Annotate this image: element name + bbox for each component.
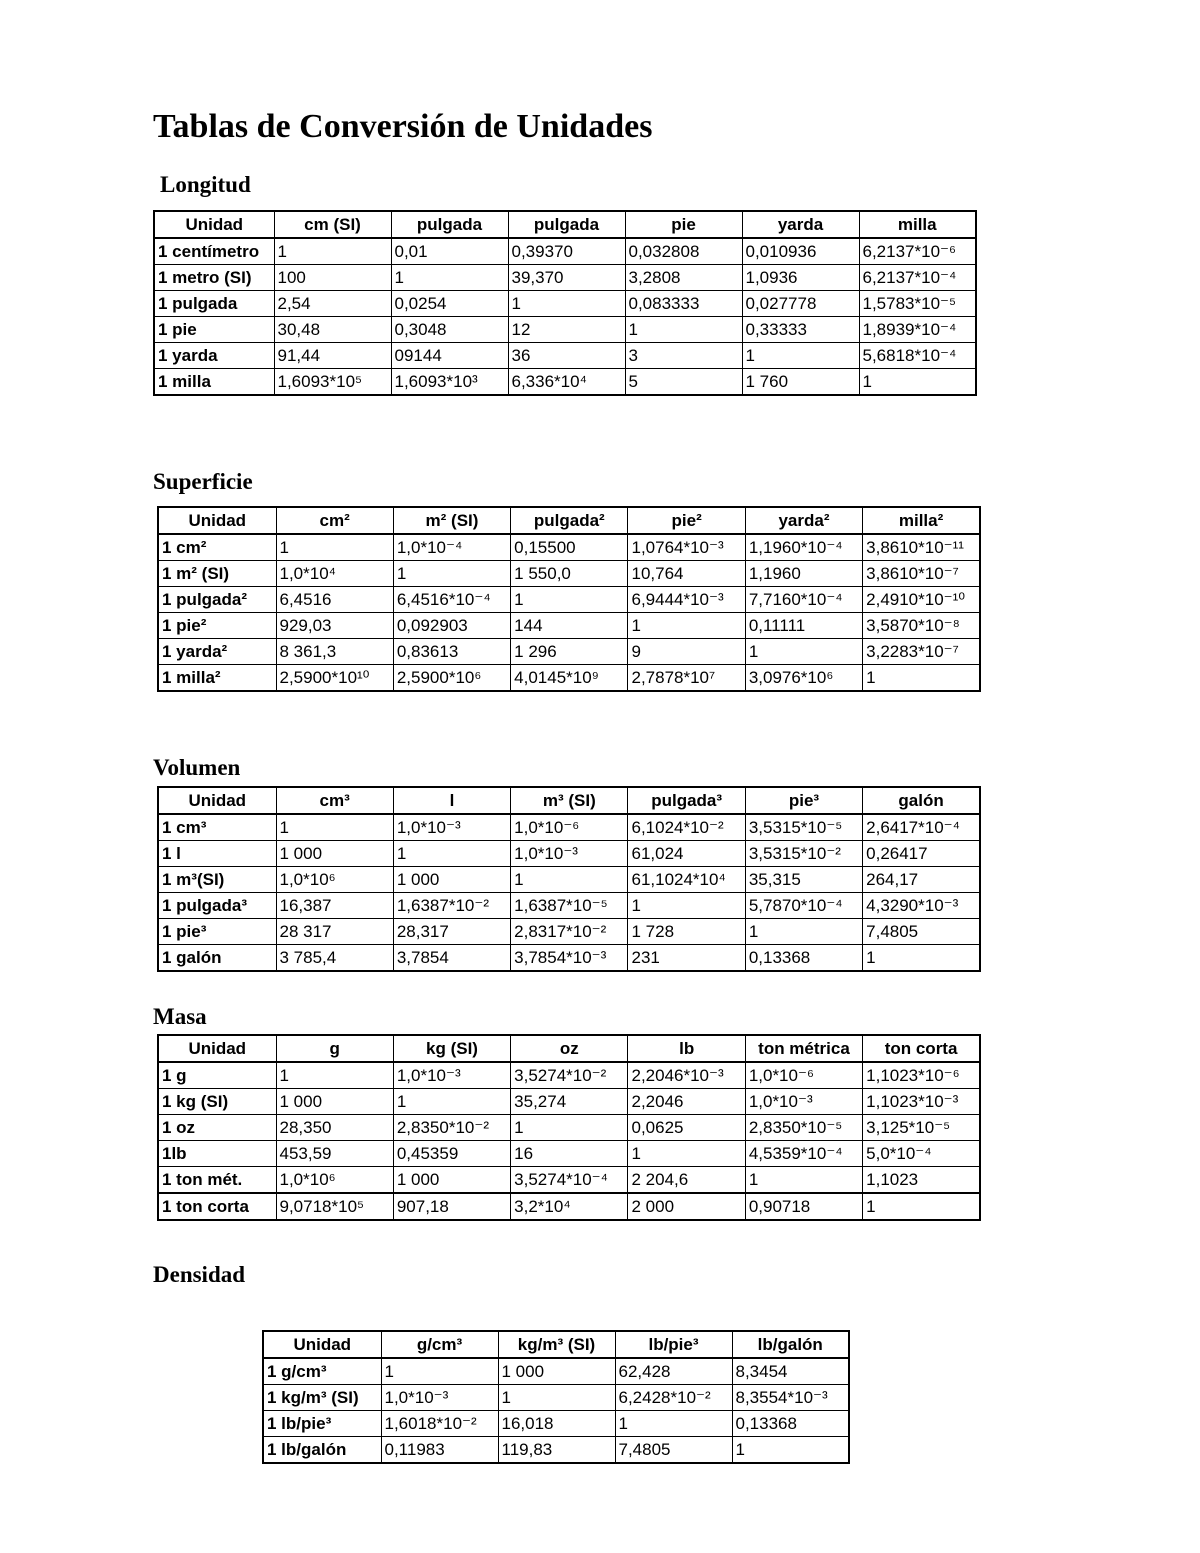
column-header: yarda² xyxy=(745,507,862,534)
table-cell: 39,370 xyxy=(508,265,625,291)
table-cell: 0,11111 xyxy=(745,613,862,639)
row-header: 1 pulgada³ xyxy=(158,893,276,919)
table-cell: 0,26417 xyxy=(863,841,980,867)
table-row xyxy=(154,291,976,317)
table-cell: 2,2046 xyxy=(628,1089,745,1115)
table-cell: 0,0254 xyxy=(391,291,508,317)
table-header-row xyxy=(158,787,980,814)
table-cell: 1 xyxy=(276,814,393,841)
table-superficie xyxy=(157,506,981,692)
table-cell: 1,0764*10⁻³ xyxy=(628,534,745,561)
table-cell: 3 785,4 xyxy=(276,945,393,972)
table-masa xyxy=(157,1034,981,1221)
table-cell: 1 728 xyxy=(628,919,745,945)
table-cell: 3,0976*10⁶ xyxy=(745,665,862,692)
table-cell: 7,4805 xyxy=(615,1437,732,1464)
row-header: 1 cm³ xyxy=(158,814,276,841)
table-row xyxy=(154,317,976,343)
table-cell: 5,6818*10⁻⁴ xyxy=(859,343,976,369)
table-cell: 1,5783*10⁻⁵ xyxy=(859,291,976,317)
table-cell: 1 xyxy=(508,291,625,317)
column-header: pie² xyxy=(628,507,745,534)
table-volumen xyxy=(157,786,981,972)
table-cell: 0,45359 xyxy=(393,1141,510,1167)
table-row xyxy=(158,1141,980,1167)
row-header: 1 cm² xyxy=(158,534,276,561)
table-header-row xyxy=(263,1331,849,1358)
row-header: 1 yarda² xyxy=(158,639,276,665)
table-cell: 1,1023 xyxy=(863,1167,980,1194)
table-cell: 1 xyxy=(276,1062,393,1089)
table-cell: 2,8350*10⁻² xyxy=(393,1115,510,1141)
table-cell: 1 xyxy=(745,639,862,665)
table-cell: 6,4516*10⁻⁴ xyxy=(393,587,510,613)
column-header: cm³ xyxy=(276,787,393,814)
table-cell: 1 xyxy=(625,317,742,343)
table-cell: 36 xyxy=(508,343,625,369)
table-cell: 3,7854 xyxy=(393,945,510,972)
table-cell: 119,83 xyxy=(498,1437,615,1464)
column-header: kg/m³ (SI) xyxy=(498,1331,615,1358)
column-header: pulgada³ xyxy=(628,787,745,814)
table-cell: 2,4910*10⁻¹⁰ xyxy=(863,587,980,613)
table-cell: 12 xyxy=(508,317,625,343)
table-cell: 4,0145*10⁹ xyxy=(511,665,628,692)
row-header: 1lb xyxy=(158,1141,276,1167)
column-header: oz xyxy=(511,1035,628,1062)
table-cell: 1 xyxy=(628,893,745,919)
table-cell: 8,3454 xyxy=(732,1358,849,1385)
table-header-row xyxy=(158,1035,980,1062)
table-cell: 1,6018*10⁻² xyxy=(381,1411,498,1437)
table-cell: 1 xyxy=(393,841,510,867)
table-cell: 0,032808 xyxy=(625,238,742,265)
table-cell: 0,83613 xyxy=(393,639,510,665)
table-cell: 8 361,3 xyxy=(276,639,393,665)
table-cell: 0,027778 xyxy=(742,291,859,317)
table-row xyxy=(158,814,980,841)
table-cell: 5 xyxy=(625,369,742,396)
table-cell: 1 xyxy=(732,1437,849,1464)
row-header: 1 g xyxy=(158,1062,276,1089)
table-cell: 35,274 xyxy=(511,1089,628,1115)
column-header: lb xyxy=(628,1035,745,1062)
table-cell: 907,18 xyxy=(393,1193,510,1220)
table-cell: 1 xyxy=(274,238,391,265)
column-header: m³ (SI) xyxy=(511,787,628,814)
table-row xyxy=(158,534,980,561)
table-header-row xyxy=(154,211,976,238)
table-cell: 61,1024*10⁴ xyxy=(628,867,745,893)
table-cell: 1,0*10⁻³ xyxy=(393,814,510,841)
table-row xyxy=(158,639,980,665)
row-header: 1 kg (SI) xyxy=(158,1089,276,1115)
table-cell: 6,2137*10⁻⁴ xyxy=(859,265,976,291)
section-title-densidad: Densidad xyxy=(153,1262,246,1287)
row-header: 1 ton mét. xyxy=(158,1167,276,1194)
row-header: 1 l xyxy=(158,841,276,867)
table-row xyxy=(158,1167,980,1194)
table-cell: 1 xyxy=(863,1193,980,1220)
table-cell: 6,336*10⁴ xyxy=(508,369,625,396)
row-header: 1 lb/galón xyxy=(263,1437,381,1464)
table-row xyxy=(158,893,980,919)
table-cell: 1,0*10⁻³ xyxy=(745,1089,862,1115)
table-cell: 3,5315*10⁻⁵ xyxy=(745,814,862,841)
table-cell: 1,1023*10⁻³ xyxy=(863,1089,980,1115)
table-cell: 1 xyxy=(863,665,980,692)
table-cell: 61,024 xyxy=(628,841,745,867)
table-cell: 6,1024*10⁻² xyxy=(628,814,745,841)
row-header: 1 centímetro xyxy=(154,238,274,265)
row-header: 1 pulgada² xyxy=(158,587,276,613)
table-cell: 1,0*10⁴ xyxy=(276,561,393,587)
table-cell: 1 xyxy=(511,1115,628,1141)
row-header: 1 pie³ xyxy=(158,919,276,945)
table-cell: 0,33333 xyxy=(742,317,859,343)
table-cell: 2 204,6 xyxy=(628,1167,745,1194)
table-row xyxy=(263,1411,849,1437)
section-title-longitud: Longitud xyxy=(160,172,251,197)
table-cell: 100 xyxy=(274,265,391,291)
table-row xyxy=(158,945,980,972)
row-header: 1 metro (SI) xyxy=(154,265,274,291)
column-header: pulgada xyxy=(508,211,625,238)
table-cell: 0,092903 xyxy=(393,613,510,639)
table-row xyxy=(158,867,980,893)
row-header: 1 galón xyxy=(158,945,276,972)
table-cell: 2,54 xyxy=(274,291,391,317)
table-cell: 1,0*10⁶ xyxy=(276,1167,393,1194)
table-row xyxy=(158,665,980,692)
table-cell: 1 xyxy=(863,945,980,972)
row-header: 1 lb/pie³ xyxy=(263,1411,381,1437)
table-row xyxy=(263,1437,849,1464)
table-cell: 3,2*10⁴ xyxy=(511,1193,628,1220)
section-title-superficie: Superficie xyxy=(153,469,253,494)
table-longitud xyxy=(153,210,977,396)
column-header: pulgada² xyxy=(511,507,628,534)
table-cell: 2,8350*10⁻⁵ xyxy=(745,1115,862,1141)
table-cell: 09144 xyxy=(391,343,508,369)
table-cell: 2,8317*10⁻² xyxy=(511,919,628,945)
table-row xyxy=(158,1089,980,1115)
table-cell: 264,17 xyxy=(863,867,980,893)
table-cell: 1 xyxy=(742,343,859,369)
column-header: g xyxy=(276,1035,393,1062)
column-header: Unidad xyxy=(154,211,274,238)
column-header: kg (SI) xyxy=(393,1035,510,1062)
column-header: l xyxy=(393,787,510,814)
table-cell: 1,0*10⁻⁶ xyxy=(511,814,628,841)
row-header: 1 oz xyxy=(158,1115,276,1141)
table-cell: 6,4516 xyxy=(276,587,393,613)
table-cell: 3,5274*10⁻⁴ xyxy=(511,1167,628,1194)
table-cell: 3 xyxy=(625,343,742,369)
column-header: galón xyxy=(863,787,980,814)
table-cell: 1,0936 xyxy=(742,265,859,291)
table-cell: 1,1960 xyxy=(745,561,862,587)
column-header: Unidad xyxy=(158,507,276,534)
section-title-volumen: Volumen xyxy=(153,755,241,780)
column-header: pie³ xyxy=(745,787,862,814)
column-header: ton corta xyxy=(863,1035,980,1062)
table-cell: 1 xyxy=(745,919,862,945)
table-row xyxy=(158,1193,980,1220)
table-cell: 1 550,0 xyxy=(511,561,628,587)
table-cell: 1,8939*10⁻⁴ xyxy=(859,317,976,343)
column-header: milla² xyxy=(863,507,980,534)
table-cell: 1,0*10⁶ xyxy=(276,867,393,893)
row-header: 1 g/cm³ xyxy=(263,1358,381,1385)
table-cell: 1,0*10⁻⁶ xyxy=(745,1062,862,1089)
table-cell: 453,59 xyxy=(276,1141,393,1167)
column-header: cm (SI) xyxy=(274,211,391,238)
table-cell: 1 xyxy=(628,1141,745,1167)
column-header: Unidad xyxy=(158,787,276,814)
row-header: 1 ton corta xyxy=(158,1193,276,1220)
table-row xyxy=(158,1115,980,1141)
table-cell: 16 xyxy=(511,1141,628,1167)
table-cell: 3,5315*10⁻² xyxy=(745,841,862,867)
row-header: 1 milla² xyxy=(158,665,276,692)
table-row xyxy=(158,919,980,945)
table-cell: 62,428 xyxy=(615,1358,732,1385)
table-cell: 1 xyxy=(381,1358,498,1385)
table-cell: 231 xyxy=(628,945,745,972)
table-cell: 6,2428*10⁻² xyxy=(615,1385,732,1411)
table-row xyxy=(154,369,976,396)
table-row xyxy=(158,841,980,867)
table-cell: 35,315 xyxy=(745,867,862,893)
table-cell: 2,5900*10¹⁰ xyxy=(276,665,393,692)
row-header: 1 milla xyxy=(154,369,274,396)
table-cell: 1,6387*10⁻² xyxy=(393,893,510,919)
table-densidad xyxy=(262,1330,850,1464)
table-cell: 1 000 xyxy=(498,1358,615,1385)
column-header: yarda xyxy=(742,211,859,238)
table-cell: 7,7160*10⁻⁴ xyxy=(745,587,862,613)
row-header: 1 kg/m³ (SI) xyxy=(263,1385,381,1411)
table-cell: 0,13368 xyxy=(745,945,862,972)
row-header: 1 m³(SI) xyxy=(158,867,276,893)
table-cell: 30,48 xyxy=(274,317,391,343)
table-cell: 0,15500 xyxy=(511,534,628,561)
table-cell: 3,8610*10⁻⁷ xyxy=(863,561,980,587)
table-cell: 28,350 xyxy=(276,1115,393,1141)
table-cell: 9,0718*10⁵ xyxy=(276,1193,393,1220)
table-cell: 2,6417*10⁻⁴ xyxy=(863,814,980,841)
table-cell: 1 000 xyxy=(393,1167,510,1194)
table-cell: 0,01 xyxy=(391,238,508,265)
table-cell: 6,9444*10⁻³ xyxy=(628,587,745,613)
table-cell: 1 xyxy=(615,1411,732,1437)
column-header: cm² xyxy=(276,507,393,534)
table-cell: 0,13368 xyxy=(732,1411,849,1437)
table-cell: 929,03 xyxy=(276,613,393,639)
table-cell: 0,010936 xyxy=(742,238,859,265)
table-cell: 1 xyxy=(391,265,508,291)
table-row xyxy=(158,587,980,613)
table-cell: 0,11983 xyxy=(381,1437,498,1464)
table-cell: 5,7870*10⁻⁴ xyxy=(745,893,862,919)
column-header: milla xyxy=(859,211,976,238)
table-cell: 7,4805 xyxy=(863,919,980,945)
table-cell: 1 000 xyxy=(276,841,393,867)
page-title: Tablas de Conversión de Unidades xyxy=(153,108,653,145)
table-cell: 2,5900*10⁶ xyxy=(393,665,510,692)
table-cell: 1 xyxy=(498,1385,615,1411)
table-cell: 3,2808 xyxy=(625,265,742,291)
table-cell: 16,387 xyxy=(276,893,393,919)
table-cell: 28 317 xyxy=(276,919,393,945)
table-cell: 4,3290*10⁻³ xyxy=(863,893,980,919)
table-cell: 28,317 xyxy=(393,919,510,945)
column-header: g/cm³ xyxy=(381,1331,498,1358)
table-cell: 1 xyxy=(511,867,628,893)
table-cell: 1 xyxy=(393,1089,510,1115)
table-cell: 3,5870*10⁻⁸ xyxy=(863,613,980,639)
table-row xyxy=(263,1358,849,1385)
table-row xyxy=(154,343,976,369)
table-cell: 0,3048 xyxy=(391,317,508,343)
column-header: lb/pie³ xyxy=(615,1331,732,1358)
row-header: 1 m² (SI) xyxy=(158,561,276,587)
table-cell: 1,0*10⁻⁴ xyxy=(393,534,510,561)
table-cell: 1,6387*10⁻⁵ xyxy=(511,893,628,919)
table-cell: 0,39370 xyxy=(508,238,625,265)
column-header: m² (SI) xyxy=(393,507,510,534)
table-cell: 1 xyxy=(393,561,510,587)
table-cell: 9 xyxy=(628,639,745,665)
table-cell: 1 xyxy=(628,613,745,639)
table-cell: 1,0*10⁻³ xyxy=(381,1385,498,1411)
row-header: 1 yarda xyxy=(154,343,274,369)
table-cell: 0,90718 xyxy=(745,1193,862,1220)
table-cell: 1 xyxy=(745,1167,862,1194)
table-cell: 1 296 xyxy=(511,639,628,665)
table-cell: 3,125*10⁻⁵ xyxy=(863,1115,980,1141)
table-row xyxy=(158,561,980,587)
table-cell: 2,7878*10⁷ xyxy=(628,665,745,692)
table-cell: 1 xyxy=(859,369,976,396)
table-row xyxy=(158,613,980,639)
table-row xyxy=(263,1385,849,1411)
table-cell: 8,3554*10⁻³ xyxy=(732,1385,849,1411)
row-header: 1 pie xyxy=(154,317,274,343)
column-header: pie xyxy=(625,211,742,238)
table-cell: 2,2046*10⁻³ xyxy=(628,1062,745,1089)
table-cell: 5,0*10⁻⁴ xyxy=(863,1141,980,1167)
column-header: Unidad xyxy=(158,1035,276,1062)
column-header: pulgada xyxy=(391,211,508,238)
table-cell: 3,8610*10⁻¹¹ xyxy=(863,534,980,561)
table-row xyxy=(154,265,976,291)
table-cell: 1,1960*10⁻⁴ xyxy=(745,534,862,561)
table-cell: 1,6093*10⁵ xyxy=(274,369,391,396)
table-cell: 1,6093*10³ xyxy=(391,369,508,396)
column-header: Unidad xyxy=(263,1331,381,1358)
table-cell: 1 000 xyxy=(393,867,510,893)
section-title-masa: Masa xyxy=(153,1004,207,1029)
table-cell: 6,2137*10⁻⁶ xyxy=(859,238,976,265)
table-cell: 0,083333 xyxy=(625,291,742,317)
table-cell: 3,7854*10⁻³ xyxy=(511,945,628,972)
table-cell: 2 000 xyxy=(628,1193,745,1220)
table-cell: 1 760 xyxy=(742,369,859,396)
table-cell: 1,0*10⁻³ xyxy=(511,841,628,867)
table-cell: 0,0625 xyxy=(628,1115,745,1141)
table-cell: 16,018 xyxy=(498,1411,615,1437)
row-header: 1 pie² xyxy=(158,613,276,639)
table-cell: 1 xyxy=(511,587,628,613)
column-header: ton métrica xyxy=(745,1035,862,1062)
table-cell: 1,1023*10⁻⁶ xyxy=(863,1062,980,1089)
table-cell: 1 xyxy=(276,534,393,561)
table-header-row xyxy=(158,507,980,534)
table-cell: 1,0*10⁻³ xyxy=(393,1062,510,1089)
table-cell: 91,44 xyxy=(274,343,391,369)
table-cell: 10,764 xyxy=(628,561,745,587)
table-cell: 144 xyxy=(511,613,628,639)
table-cell: 4,5359*10⁻⁴ xyxy=(745,1141,862,1167)
table-row xyxy=(158,1062,980,1089)
table-cell: 1 000 xyxy=(276,1089,393,1115)
table-cell: 3,5274*10⁻² xyxy=(511,1062,628,1089)
row-header: 1 pulgada xyxy=(154,291,274,317)
column-header: lb/galón xyxy=(732,1331,849,1358)
table-row xyxy=(154,238,976,265)
table-cell: 3,2283*10⁻⁷ xyxy=(863,639,980,665)
